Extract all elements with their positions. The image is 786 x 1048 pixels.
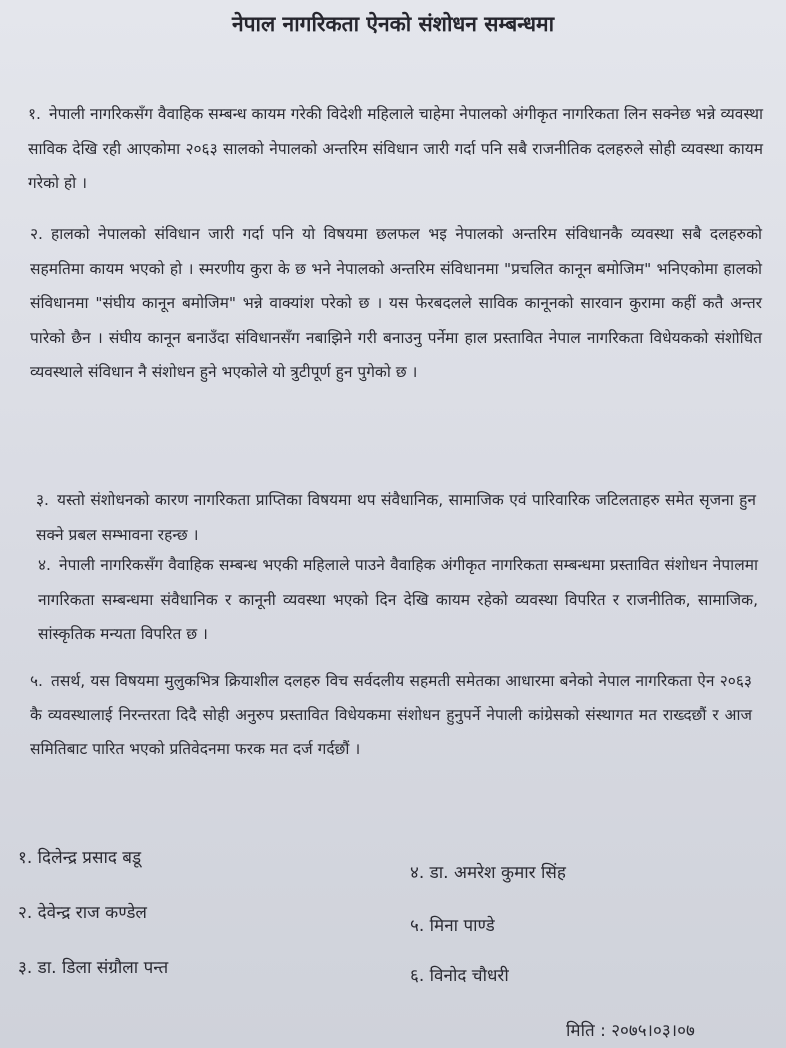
paragraph-text: नेपाली नागरिकसँग वैवाहिक सम्बन्ध कायम गरेकी विदेशी महिलाले चाहेमा नेपालको अंगीकृत नागरिकता लिन सक्नेछ भन्ने व्यवस्था साविक देखि रही आएकोमा २०६३ सालको नेपालको अन्तरिम संविधान जारी गर्दा पनि सबै राजनीतिक दलहरुले सोही व्यवस्था कायम गरेको हो । xyxy=(28,105,763,192)
signatory-2: २. देवेन्द्र राज कण्डेल xyxy=(18,903,147,923)
paragraph-3 xyxy=(36,483,756,552)
signatory-1: १. दिलेन्द्र प्रसाद बडू xyxy=(18,848,142,868)
signatory-6: ६. विनोद चौधरी xyxy=(410,966,509,986)
paragraph-text: यस्तो संशोधनको कारण नागरिकता प्राप्तिका विषयमा थप संवैधानिक, सामाजिक एवं पारिवारिक जटिलताहरु समेत सृजना हुन सक्ने प्रबल सम्भावना रहन्छ । xyxy=(36,491,756,544)
signatory-4: ४. डा. अमरेश कुमार सिंह xyxy=(410,863,566,883)
signatory-5: ५. मिना पाण्डे xyxy=(410,916,495,936)
document-title: नेपाल नागरिकता ऐनको संशोधन सम्बन्धमा xyxy=(231,12,555,36)
paragraph-number: ५. xyxy=(30,672,43,690)
paragraph-2 xyxy=(30,217,762,390)
paragraph-number: १. xyxy=(28,105,41,123)
paragraph-text: नेपाली नागरिकसँग वैवाहिक सम्बन्ध भएकी महिलाले पाउने वैवाहिक अंगीकृत नागरिकता सम्बन्धमा प्रस्तावित संशोधन नेपालमा नागरिकता सम्बन्धमा संवैधानिक र कानूनी व्यवस्था भएको दिन देखि कायम रहेको व्यवस्था विपरित र राजनीतिक, सामाजिक, सांस्कृतिक मन्यता विपरित छ । xyxy=(38,556,758,643)
document-date: मिति : २०७५।०३।०७ xyxy=(566,1021,695,1041)
paragraph-number: २. xyxy=(30,225,43,243)
paragraph-1 xyxy=(28,97,763,201)
paragraph-text: तसर्थ, यस विषयमा मुलुकभित्र क्रियाशील दलहरु विच सर्वदलीय सहमती समेतका आधारमा बनेको नेपाल नागरिकता ऐन २०६३ कै व्यवस्थालाई निरन्तरता दिदै सोही अनुरुप प्रस्तावित विधेयकमा संशोधन हुनुपर्ने नेपाली कांग्रेसको संस्थागत मत राख्दछौं र आज समितिबाट पारित भएको प्रतिवेदनमा फरक मत दर्ज गर्दछौं । xyxy=(30,672,752,758)
paragraph-number: ३. xyxy=(36,491,49,509)
paragraph-5 xyxy=(30,664,752,766)
paragraph-number: ४. xyxy=(38,556,51,574)
signatory-3: ३. डा. डिला संग्रौला पन्त xyxy=(18,958,169,978)
paragraph-text: हालको नेपालको संविधान जारी गर्दा पनि यो विषयमा छलफल भइ नेपालको अन्तरिम संविधानकै व्यवस्था सबै दलहरुको सहमतिमा कायम भएको हो । स्मरणीय कुरा के छ भने नेपालको अन्तरिम संविधानमा "प्रचलित कानून बमोजिम" भनिएकोमा हालको संविधानमा "संघीय कानून बमोजिम" भन्ने वाक्यांश परेको छ । यस फेरबदलले साविक कानूनको सारवान कुरामा कहीं कतै अन्तर पारेको छैन । संघीय कानून बनाउँदा संविधानसँग नबाझिने गरी बनाउनु पर्नेमा हाल प्रस्तावित नेपाल नागरिकता विधेयकको संशोधित व्यवस्थाले संविधान नै संशोधन हुने भएकोले यो त्रुटीपूर्ण हुन पुगेको छ । xyxy=(30,225,762,381)
paragraph-4 xyxy=(38,548,758,652)
